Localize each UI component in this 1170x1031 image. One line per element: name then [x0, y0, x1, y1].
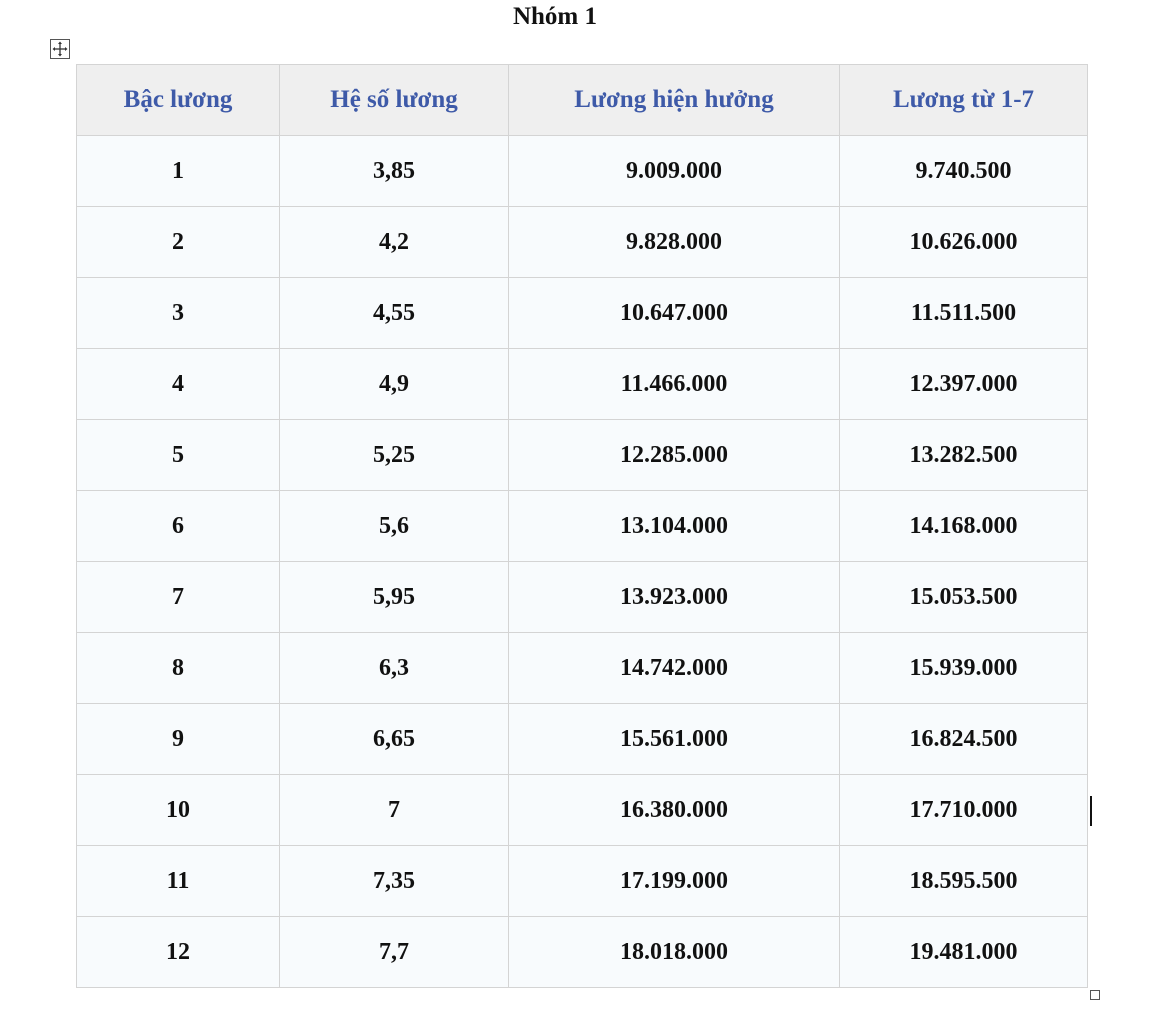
luong-tu-1-7-cell[interactable]: 16.824.500 [840, 704, 1088, 775]
luong-tu-1-7-cell[interactable]: 10.626.000 [840, 207, 1088, 278]
table-row [77, 136, 1088, 207]
table-row [77, 207, 1088, 278]
bac-luong-cell[interactable]: 11 [77, 846, 280, 917]
table-move-handle[interactable] [50, 39, 70, 59]
table-row [77, 917, 1088, 988]
he-so-luong-cell[interactable]: 5,25 [280, 420, 509, 491]
bac-luong-cell[interactable]: 2 [77, 207, 280, 278]
header-cell-bac-luong[interactable]: Bậc lương [77, 65, 280, 136]
luong-hien-huong-cell[interactable]: 10.647.000 [509, 278, 840, 349]
luong-tu-1-7-cell[interactable]: 11.511.500 [840, 278, 1088, 349]
luong-tu-1-7-cell[interactable]: 18.595.500 [840, 846, 1088, 917]
header-cell-luong-hien-huong[interactable]: Lương hiện hưởng [509, 65, 840, 136]
header-cell-luong-tu-1-7[interactable]: Lương từ 1-7 [840, 65, 1088, 136]
bac-luong-cell[interactable]: 3 [77, 278, 280, 349]
table-row [77, 278, 1088, 349]
luong-tu-1-7-cell[interactable]: 19.481.000 [840, 917, 1088, 988]
luong-tu-1-7-cell[interactable]: 13.282.500 [840, 420, 1088, 491]
luong-hien-huong-cell[interactable]: 18.018.000 [509, 917, 840, 988]
table-row [77, 704, 1088, 775]
bac-luong-cell[interactable]: 5 [77, 420, 280, 491]
luong-tu-1-7-cell[interactable]: 15.939.000 [840, 633, 1088, 704]
he-so-luong-cell[interactable]: 4,9 [280, 349, 509, 420]
table-header-row [77, 65, 1088, 136]
he-so-luong-cell[interactable]: 5,6 [280, 491, 509, 562]
table-row [77, 633, 1088, 704]
luong-hien-huong-cell[interactable]: 9.009.000 [509, 136, 840, 207]
he-so-luong-cell[interactable]: 7,35 [280, 846, 509, 917]
table-body [77, 136, 1088, 988]
luong-tu-1-7-cell[interactable]: 17.710.000 [840, 775, 1088, 846]
bac-luong-cell[interactable]: 4 [77, 349, 280, 420]
salary-table [76, 64, 1088, 988]
bac-luong-cell[interactable]: 9 [77, 704, 280, 775]
he-so-luong-cell[interactable]: 6,65 [280, 704, 509, 775]
table-row [77, 349, 1088, 420]
bac-luong-cell[interactable]: 1 [77, 136, 280, 207]
he-so-luong-cell[interactable]: 6,3 [280, 633, 509, 704]
table-row [77, 846, 1088, 917]
document-title: Nhóm 1 [512, 3, 598, 30]
he-so-luong-cell[interactable]: 4,55 [280, 278, 509, 349]
luong-hien-huong-cell[interactable]: 11.466.000 [509, 349, 840, 420]
luong-hien-huong-cell[interactable]: 15.561.000 [509, 704, 840, 775]
he-so-luong-cell[interactable]: 4,2 [280, 207, 509, 278]
table-row [77, 491, 1088, 562]
luong-hien-huong-cell[interactable]: 14.742.000 [509, 633, 840, 704]
bac-luong-cell[interactable]: 12 [77, 917, 280, 988]
table-resize-handle[interactable] [1090, 990, 1100, 1000]
luong-tu-1-7-cell[interactable]: 9.740.500 [840, 136, 1088, 207]
bac-luong-cell[interactable]: 8 [77, 633, 280, 704]
he-so-luong-cell[interactable]: 7,7 [280, 917, 509, 988]
luong-hien-huong-cell[interactable]: 13.104.000 [509, 491, 840, 562]
bac-luong-cell[interactable]: 10 [77, 775, 280, 846]
table-row [77, 775, 1088, 846]
he-so-luong-cell[interactable]: 5,95 [280, 562, 509, 633]
luong-tu-1-7-cell[interactable]: 14.168.000 [840, 491, 1088, 562]
move-arrows-icon [51, 40, 69, 58]
table-row [77, 562, 1088, 633]
luong-hien-huong-cell[interactable]: 13.923.000 [509, 562, 840, 633]
luong-hien-huong-cell[interactable]: 12.285.000 [509, 420, 840, 491]
bac-luong-cell[interactable]: 6 [77, 491, 280, 562]
table-row [77, 420, 1088, 491]
he-so-luong-cell[interactable]: 7 [280, 775, 509, 846]
text-cursor [1090, 796, 1092, 826]
header-cell-he-so-luong[interactable]: Hệ số lương [280, 65, 509, 136]
luong-tu-1-7-cell[interactable]: 15.053.500 [840, 562, 1088, 633]
luong-tu-1-7-cell[interactable]: 12.397.000 [840, 349, 1088, 420]
luong-hien-huong-cell[interactable]: 17.199.000 [509, 846, 840, 917]
luong-hien-huong-cell[interactable]: 9.828.000 [509, 207, 840, 278]
luong-hien-huong-cell[interactable]: 16.380.000 [509, 775, 840, 846]
he-so-luong-cell[interactable]: 3,85 [280, 136, 509, 207]
bac-luong-cell[interactable]: 7 [77, 562, 280, 633]
